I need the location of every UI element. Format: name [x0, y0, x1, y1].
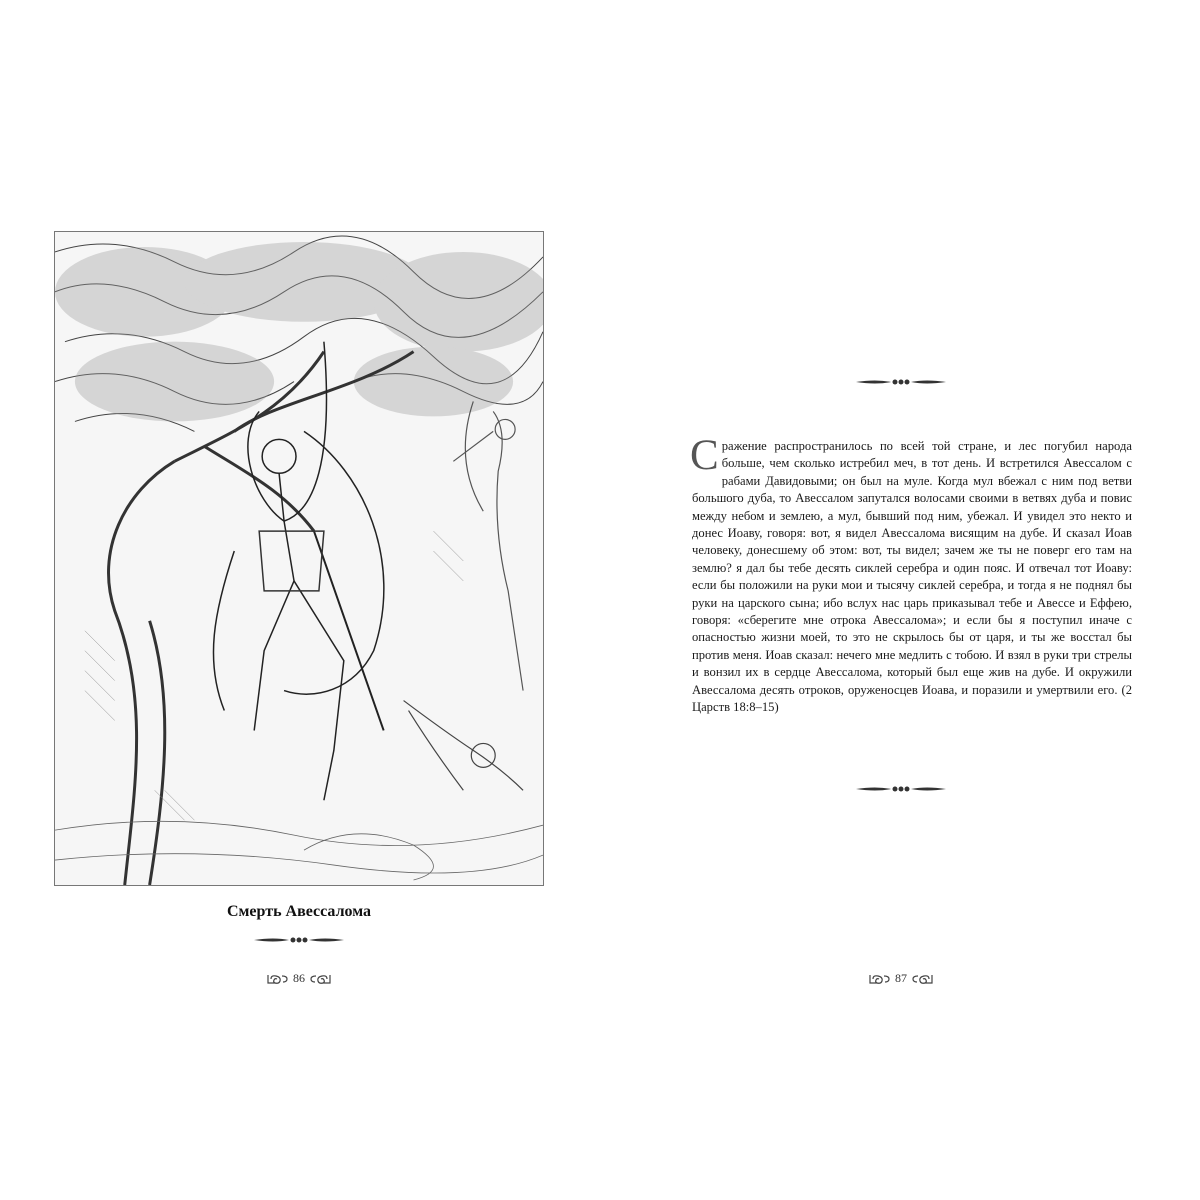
scripture-passage: [690, 432, 1132, 717]
scroll-divider-ornament-icon: [254, 934, 344, 946]
spiral-folio-ornament-icon: [309, 973, 331, 985]
page-number-left-text: 86: [293, 971, 305, 985]
spiral-folio-ornament-icon: [869, 973, 891, 985]
scroll-divider-ornament-icon: [856, 783, 946, 795]
page-number-right: [856, 971, 946, 986]
scroll-divider-ornament-icon: [856, 376, 946, 388]
passage-text: ражение распространилось по всей той стране, и лес погубил народа больше, чем сколько истребил меч, в тот день. И встретился Авессалом с рабами Давидовыми; он был на муле. Когда мул вбежал с ним под ветви большого дуба, то Авессалом запутался волосами своими в ветвях дуба и повис между небом и землею, а мул, бывший под ним, убежал. И увидел это некто и донес Иоаву, говоря: вот, я видел Авессалома висящим на дубе. И сказал Иоав человеку, донесшему об этом: вот, ты видел; зачем же ты не поверг его там на землю? я дал бы тебе десять сиклей серебра и один пояс. И отвечал тот Иоаву: если бы положили на руки мои и тысячу сиклей серебра, и тогда я не поднял бы руки на царского сына; ибо вслух нас царь приказывал тебе и Авессе и Еффею, говоря: «сберегите мне отрока Авессалома»; и если бы я поступил иначе с опасностью жизни моей, то это не скрылось бы от царя, и ты же восстал бы против меня. Иоав сказал: нечего мне медлить с тобою. И взял в руки три стрелы и вонзил их в сердце Авессалома, который был еще жив на дубе. И окружили Авессалома десять отроков, оруженосцев Иоава, и поразили и умертвили его. (2 Царств 18:8–15): [692, 439, 1132, 715]
illustration-engraving: [54, 231, 544, 886]
spiral-folio-ornament-icon: [911, 973, 933, 985]
spiral-folio-ornament-icon: [267, 973, 289, 985]
drop-cap: С: [690, 432, 719, 479]
page-number-left: [254, 971, 344, 986]
engraving-death-of-absalom-icon: [55, 232, 543, 885]
page-number-right-text: 87: [895, 971, 907, 985]
illustration-caption: Смерть Авессалома: [226, 903, 372, 920]
